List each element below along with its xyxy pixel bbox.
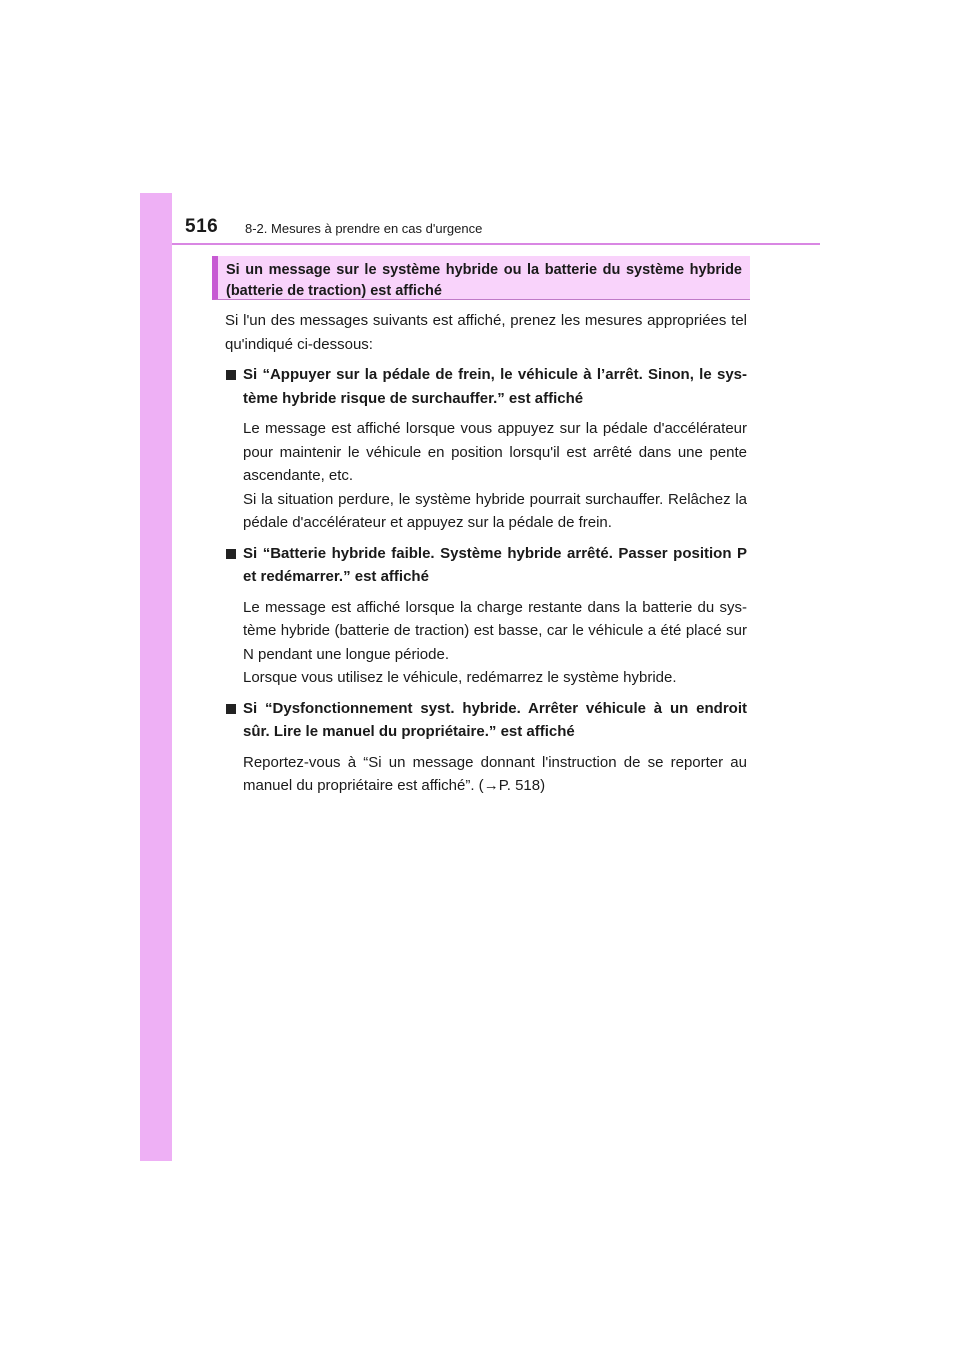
square-bullet-icon [226,370,236,380]
square-bullet-icon [226,549,236,559]
content [225,309,747,805]
arrow-right-icon: → [483,777,499,794]
item-heading [225,697,747,744]
item-heading-text: Si “Batterie hybride faible. Système hybride arrêté. Passer position P et redémarrer.” est affiché [243,544,747,585]
list-item [225,542,747,690]
item-body [225,596,747,690]
item-paragraph-part-2: tème hybride (batterie de traction) est basse, car le véhicule a été placé sur N pendant une longue période. [243,622,747,663]
intro-paragraph: Si l'un des messages suivants est affiché, prenez les mesures appropriées tel qu'indiqué ci-dessous: [225,312,747,353]
item-paragraph-part-1: Le message est affiché lorsque la charge restante dans la batterie du sys- [243,598,747,616]
item-heading-text: Si “Dysfonctionnement syst. hybride. Arrêter véhicule à un endroit sûr. Lire le manuel du propriétaire.” est affiché [243,699,747,740]
item-heading [225,363,747,410]
item-heading [225,542,747,589]
header-rule [172,243,820,245]
list-item [225,697,747,798]
page-number: 516 [185,216,219,237]
item-paragraph: Lorsque vous utilisez le véhicule, redémarrez le système hybride. [243,669,677,686]
section-title: Si un message sur le système hybride ou la batterie du système hybride (batterie de traction) est affiché [212,256,750,300]
list-item [225,363,747,535]
item-paragraph [243,596,747,667]
item-paragraph: Le message est affiché lorsque vous appuyez sur la pédale d'accélérateur pour maintenir le véhicule en position lorsqu'il est arrêté dans une pente ascendante, etc. [243,420,747,484]
item-body [225,751,747,798]
item-body [225,417,747,535]
item-heading-line-1: Si “Appuyer sur la pédale de frein, le véhicule à l’arrêt. Sinon, le sys- [243,366,747,383]
chapter-side-band [140,193,172,1161]
item-paragraph [243,751,747,798]
square-bullet-icon [226,704,236,714]
item-paragraph: Si la situation perdure, le système hybride pourrait surchauffer. Relâchez la pédale d'accélérateur et appuyez sur la pédale de frein. [243,490,747,531]
item-heading-line-2: tème hybride risque de surchauffer.” est affiché [243,389,584,407]
section-label: 8-2. Mesures à prendre en cas d'urgence [245,221,483,236]
item-paragraph-text: Reportez-vous à “Si un message donnant l'instruction de se reporter au manuel du propriétaire est affiché”. ( [243,753,747,794]
page-reference: P. 518) [498,777,546,794]
